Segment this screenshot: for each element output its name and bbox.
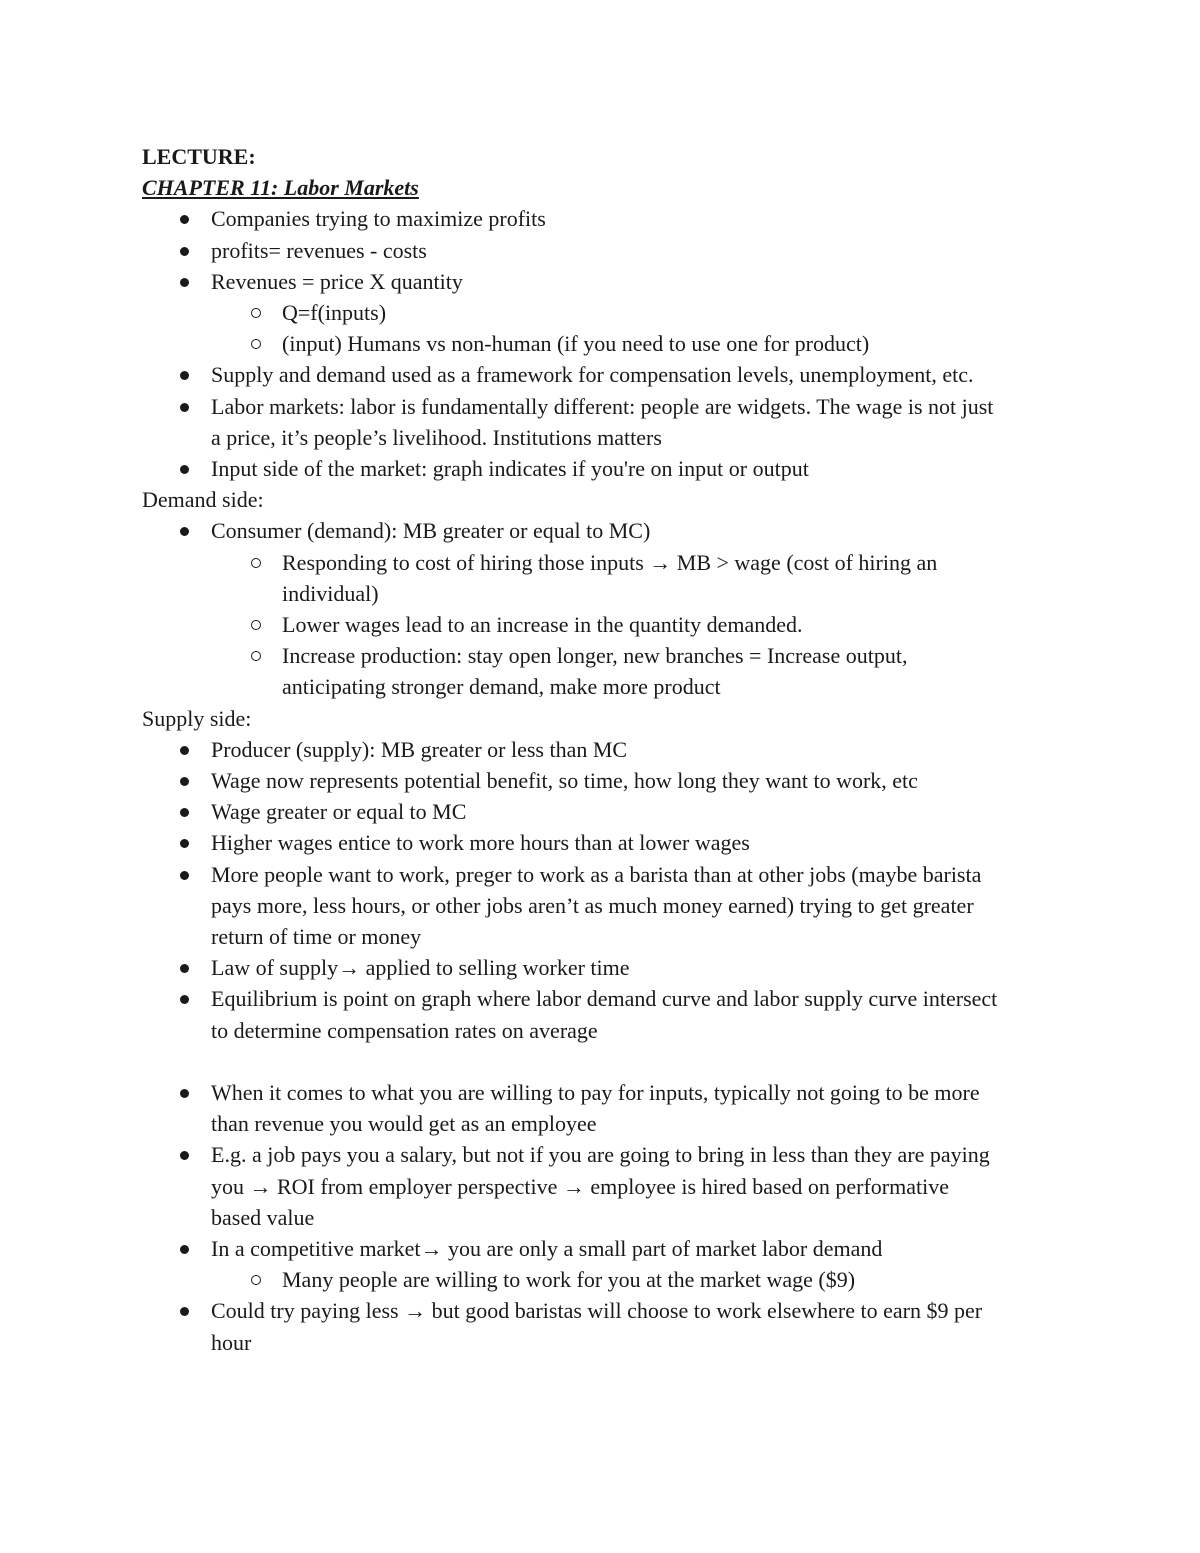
- list-item: [142, 983, 1062, 1045]
- list-item-text: Equilibrium is point on graph where labor demand curve and labor supply curve intersect: [211, 986, 998, 1012]
- lecture-heading: LECTURE:: [142, 144, 256, 169]
- list-item-text-continued: than revenue you would get as an employee: [211, 1111, 597, 1137]
- list-item: [142, 859, 1062, 953]
- list-item-text: Law of supply→ applied to selling worker time: [211, 955, 630, 981]
- list-item-text-continued: hour: [211, 1329, 252, 1355]
- list-item-text: Wage greater or equal to MC: [211, 799, 467, 825]
- list-item: [142, 359, 1062, 390]
- sub-list-item: [142, 328, 1062, 359]
- list-item-text: When it comes to what you are willing to pay for inputs, typically not going to be more: [211, 1079, 980, 1105]
- list-item-text: Responding to cost of hiring those inputs → MB > wage (cost of hiring an: [282, 549, 938, 575]
- list-item: [142, 266, 1062, 297]
- list-item: [142, 1077, 1062, 1139]
- list-item-text: Increase production: stay open longer, new branches = Increase output,: [282, 643, 908, 669]
- chapter-title: CHAPTER 11: Labor Markets: [142, 175, 419, 201]
- list-item: [142, 952, 1062, 983]
- supply-side-label: Supply side:: [142, 705, 252, 731]
- list-item-text: profits= revenues - costs: [211, 237, 427, 263]
- list-item-text: More people want to work, preger to work as a barista than at other jobs (maybe barista: [211, 861, 982, 887]
- blank-line: [142, 1046, 1062, 1077]
- list-item: [142, 765, 1062, 796]
- list-item-text: Companies trying to maximize profits: [211, 206, 546, 232]
- list-item: [142, 453, 1062, 484]
- list-item: [142, 1295, 1062, 1357]
- list-item-text: Many people are willing to work for you at the market wage ($9): [282, 1267, 856, 1293]
- sub-list-item: [142, 609, 1062, 640]
- list-item-text: Producer (supply): MB greater or less than MC: [211, 736, 628, 762]
- list-item-text: Revenues = price X quantity: [211, 268, 463, 294]
- supply-list: [142, 734, 1062, 1046]
- final-list: [142, 1077, 1062, 1358]
- list-item-text-continued: anticipating stronger demand, make more product: [282, 674, 721, 700]
- list-item: [142, 515, 1062, 546]
- sub-list-item: [142, 640, 1062, 702]
- list-item-text-continued: a price, it’s people’s livelihood. Institutions matters: [211, 424, 662, 450]
- list-item-text-continued: based value: [211, 1204, 315, 1230]
- list-item: [142, 203, 1062, 234]
- intro-list: [142, 203, 1062, 484]
- list-item: [142, 1233, 1062, 1264]
- sub-list-item: [142, 297, 1062, 328]
- list-item-text: Supply and demand used as a framework for compensation levels, unemployment, etc.: [211, 362, 974, 388]
- demand-side-label: Demand side:: [142, 487, 264, 513]
- list-item-text: Input side of the market: graph indicates if you're on input or output: [211, 456, 809, 482]
- list-item-text: Could try paying less → but good baristas will choose to work elsewhere to earn $9 per: [211, 1298, 983, 1324]
- demand-list: [142, 515, 1062, 702]
- list-item-text-continued: individual): [282, 580, 379, 606]
- list-item: [142, 796, 1062, 827]
- list-item: [142, 391, 1062, 453]
- list-item-text-continued: you → ROI from employer perspective → employee is hired based on performative: [211, 1173, 949, 1199]
- list-item-text: Q=f(inputs): [282, 300, 387, 326]
- list-item: [142, 734, 1062, 765]
- document-page: [142, 141, 1062, 1358]
- sub-list-item: [142, 547, 1062, 609]
- list-item-text-continued: return of time or money: [211, 924, 422, 950]
- list-item: [142, 827, 1062, 858]
- list-item: [142, 1139, 1062, 1233]
- sub-list-item: [142, 1264, 1062, 1295]
- list-item-text: In a competitive market→ you are only a small part of market labor demand: [211, 1235, 883, 1261]
- list-item-text: Lower wages lead to an increase in the quantity demanded.: [282, 612, 803, 638]
- list-item-text: Wage now represents potential benefit, so time, how long they want to work, etc: [211, 768, 918, 794]
- list-item-text: Consumer (demand): MB greater or equal to MC): [211, 518, 651, 544]
- list-item-text-continued: to determine compensation rates on average: [211, 1017, 598, 1043]
- list-item-text: (input) Humans vs non-human (if you need to use one for product): [282, 331, 870, 357]
- list-item-text-continued: pays more, less hours, or other jobs aren’t as much money earned) trying to get greater: [211, 892, 974, 918]
- list-item-text: E.g. a job pays you a salary, but not if you are going to bring in less than they are paying: [211, 1142, 990, 1168]
- list-item-text: Higher wages entice to work more hours than at lower wages: [211, 830, 750, 856]
- list-item-text: Labor markets: labor is fundamentally different: people are widgets. The wage is not just: [211, 393, 994, 419]
- list-item: [142, 235, 1062, 266]
